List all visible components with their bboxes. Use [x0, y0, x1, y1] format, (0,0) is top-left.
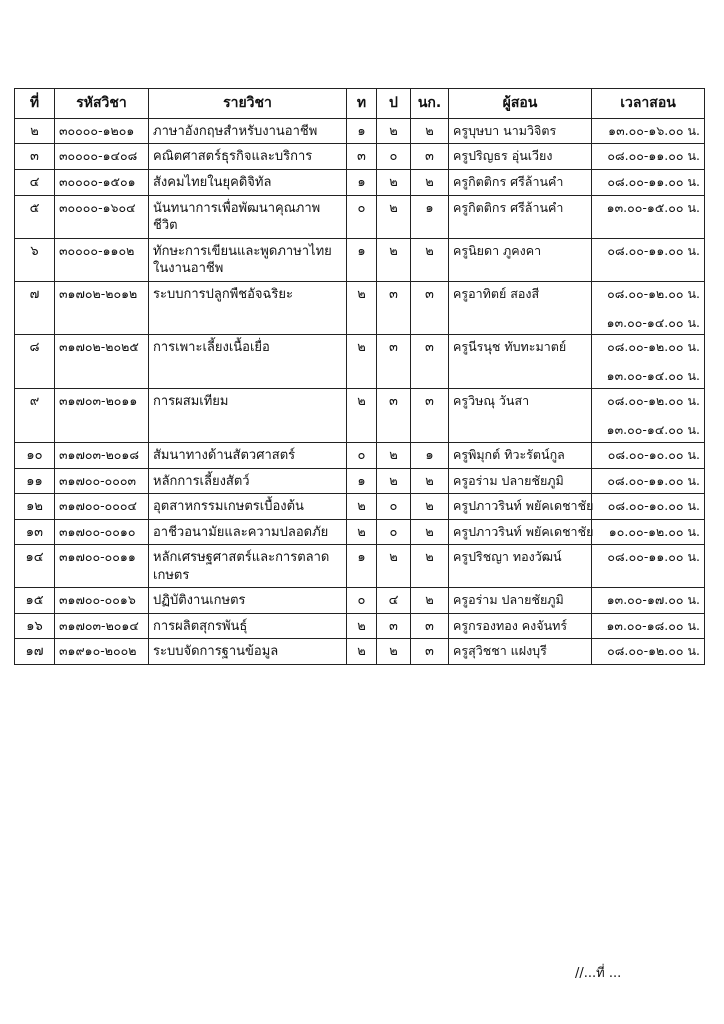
cell-credit: ๓	[411, 281, 449, 335]
cell-name: ทักษะการเขียนและพูดภาษาไทยในงานอาชีพ	[149, 238, 347, 281]
cell-credit: ๒	[411, 519, 449, 545]
time-slot: ๑๐.๐๐-๑๒.๐๐ น.	[608, 523, 700, 539]
cell-credit: ๑	[411, 442, 449, 468]
cell-time	[592, 118, 705, 144]
cell-teacher: ครูกิตติกร ศรีล้านคำ	[449, 169, 592, 195]
cell-credit: ๓	[411, 144, 449, 170]
cell-code: ๓๑๗๐๐-๐๐๑๐	[55, 519, 149, 545]
header-theory: ท	[347, 89, 377, 119]
cell-code: ๓๑๗๐๐-๐๐๑๖	[55, 588, 149, 614]
table-row	[15, 144, 705, 170]
cell-no: ๑๖	[15, 613, 55, 639]
time-slot: ๑๓.๐๐-๑๔.๐๐ น.	[606, 368, 700, 384]
cell-teacher: ครูอาทิตย์ สองสี	[449, 281, 592, 335]
page-continuation-note: //...ที่ ...	[575, 966, 622, 981]
cell-theory: ๒	[347, 281, 377, 335]
cell-teacher: ครูปริญธร อุ่นเวียง	[449, 144, 592, 170]
cell-teacher: ครูพิมุกต์ ทิวะรัตน์กูล	[449, 442, 592, 468]
cell-name: อาชีวอนามัยและความปลอดภัย	[149, 519, 347, 545]
cell-practice: ๒	[377, 169, 411, 195]
cell-credit: ๒	[411, 588, 449, 614]
cell-name: คณิตศาสตร์ธุรกิจและบริการ	[149, 144, 347, 170]
cell-credit: ๓	[411, 389, 449, 443]
course-schedule-table	[14, 88, 705, 665]
cell-no: ๙	[15, 389, 55, 443]
header-name: รายวิชา	[149, 89, 347, 119]
cell-code: ๓๑๗๐๐-๐๐๐๔	[55, 494, 149, 520]
cell-time	[592, 442, 705, 468]
cell-practice: ๐	[377, 494, 411, 520]
cell-teacher: ครูกรองทอง คงจันทร์	[449, 613, 592, 639]
cell-name: สังคมไทยในยุคดิจิทัล	[149, 169, 347, 195]
cell-theory: ๒	[347, 639, 377, 665]
time-slot: ๐๘.๐๐-๑๐.๐๐ น.	[607, 498, 700, 514]
cell-time	[592, 169, 705, 195]
cell-name: หลักเศรษฐศาสตร์และการตลาดเกษตร	[149, 545, 347, 588]
cell-code: ๓๐๐๐๐-๑๖๐๔	[55, 195, 149, 238]
cell-credit: ๓	[411, 335, 449, 389]
cell-practice: ๔	[377, 588, 411, 614]
cell-time	[592, 468, 705, 494]
cell-time	[592, 335, 705, 389]
cell-teacher: ครูอร่าม ปลายชัยภูมิ	[449, 588, 592, 614]
cell-time	[592, 494, 705, 520]
time-slot: ๐๘.๐๐-๑๑.๐๐ น.	[607, 173, 700, 189]
cell-time	[592, 144, 705, 170]
cell-no: ๑๐	[15, 442, 55, 468]
cell-theory: ๑	[347, 238, 377, 281]
cell-no: ๑๔	[15, 545, 55, 588]
table-row	[15, 639, 705, 665]
cell-code: ๓๑๗๐๓-๒๐๑๘	[55, 442, 149, 468]
cell-teacher: ครูสุวิชชา แฝงบุรี	[449, 639, 592, 665]
header-practice: ป	[377, 89, 411, 119]
table-row	[15, 335, 705, 389]
time-slot: ๐๘.๐๐-๑๒.๐๐ น.	[607, 393, 700, 409]
cell-no: ๘	[15, 335, 55, 389]
table-row	[15, 238, 705, 281]
cell-no: ๓	[15, 144, 55, 170]
cell-theory: ๒	[347, 335, 377, 389]
cell-name: ระบบจัดการฐานข้อมูล	[149, 639, 347, 665]
cell-code: ๓๑๗๐๐-๐๐๑๑	[55, 545, 149, 588]
header-teacher: ผู้สอน	[449, 89, 592, 119]
cell-code: ๓๑๙๑๐-๒๐๐๒	[55, 639, 149, 665]
table-row	[15, 468, 705, 494]
table-row	[15, 169, 705, 195]
time-slot: ๐๘.๐๐-๑๑.๐๐ น.	[607, 549, 700, 565]
cell-no: ๔	[15, 169, 55, 195]
table-header-row	[15, 89, 705, 119]
cell-practice: ๒	[377, 468, 411, 494]
cell-practice: ๐	[377, 144, 411, 170]
table-body	[15, 118, 705, 664]
cell-name: การผลิตสุกรพันธุ์	[149, 613, 347, 639]
time-slot: ๐๘.๐๐-๑๑.๐๐ น.	[607, 472, 700, 488]
table-row	[15, 442, 705, 468]
cell-time	[592, 639, 705, 665]
cell-name: ภาษาอังกฤษสำหรับงานอาชีพ	[149, 118, 347, 144]
cell-no: ๑๒	[15, 494, 55, 520]
table-row	[15, 494, 705, 520]
cell-no: ๑๗	[15, 639, 55, 665]
header-time: เวลาสอน	[592, 89, 705, 119]
cell-practice: ๒	[377, 195, 411, 238]
header-credit: นก.	[411, 89, 449, 119]
cell-credit: ๒	[411, 118, 449, 144]
cell-theory: ๐	[347, 442, 377, 468]
cell-name: อุตสาหกรรมเกษตรเบื้องต้น	[149, 494, 347, 520]
table-row	[15, 519, 705, 545]
header-no: ที่	[15, 89, 55, 119]
cell-practice: ๓	[377, 281, 411, 335]
time-slot: ๑๓.๐๐-๑๔.๐๐ น.	[606, 314, 700, 330]
table-row	[15, 281, 705, 335]
cell-theory: ๐	[347, 588, 377, 614]
cell-theory: ๓	[347, 144, 377, 170]
cell-name: การเพาะเลี้ยงเนื้อเยื่อ	[149, 335, 347, 389]
cell-theory: ๐	[347, 195, 377, 238]
cell-code: ๓๑๗๐๒-๒๐๒๕	[55, 335, 149, 389]
cell-teacher: ครูนีรนุช ทับทะมาตย์	[449, 335, 592, 389]
cell-theory: ๒	[347, 389, 377, 443]
cell-no: ๕	[15, 195, 55, 238]
time-slot: ๐๘.๐๐-๑๒.๐๐ น.	[607, 643, 700, 659]
cell-no: ๑๓	[15, 519, 55, 545]
cell-teacher: ครูกิตติกร ศรีล้านคำ	[449, 195, 592, 238]
cell-time	[592, 545, 705, 588]
time-slot: ๑๓.๐๐-๑๗.๐๐ น.	[606, 592, 700, 608]
cell-practice: ๒	[377, 545, 411, 588]
cell-theory: ๒	[347, 519, 377, 545]
cell-no: ๖	[15, 238, 55, 281]
table-row	[15, 613, 705, 639]
cell-name: ระบบการปลูกพืชอัจฉริยะ	[149, 281, 347, 335]
table-row	[15, 389, 705, 443]
cell-code: ๓๐๐๐๐-๑๕๐๑	[55, 169, 149, 195]
cell-code: ๓๑๗๐๓-๒๐๑๔	[55, 613, 149, 639]
cell-no: ๗	[15, 281, 55, 335]
cell-theory: ๑	[347, 545, 377, 588]
cell-teacher: ครูนิยดา ภูคงคา	[449, 238, 592, 281]
cell-theory: ๒	[347, 613, 377, 639]
cell-no: ๑๕	[15, 588, 55, 614]
time-slot: ๑๓.๐๐-๑๕.๐๐ น.	[606, 199, 700, 215]
cell-credit: ๒	[411, 545, 449, 588]
cell-credit: ๓	[411, 613, 449, 639]
cell-time	[592, 389, 705, 443]
table-row	[15, 545, 705, 588]
cell-name: นันทนาการเพื่อพัฒนาคุณภาพชีวิต	[149, 195, 347, 238]
cell-credit: ๒	[411, 169, 449, 195]
cell-practice: ๒	[377, 118, 411, 144]
cell-time	[592, 519, 705, 545]
header-code: รหัสวิชา	[55, 89, 149, 119]
cell-credit: ๓	[411, 639, 449, 665]
cell-time	[592, 588, 705, 614]
cell-practice: ๓	[377, 335, 411, 389]
time-slot: ๑๓.๐๐-๑๔.๐๐ น.	[606, 422, 700, 438]
cell-time	[592, 281, 705, 335]
cell-code: ๓๐๐๐๐-๑๒๐๑	[55, 118, 149, 144]
cell-practice: ๒	[377, 442, 411, 468]
cell-practice: ๐	[377, 519, 411, 545]
cell-time	[592, 613, 705, 639]
cell-no: ๒	[15, 118, 55, 144]
table-row	[15, 195, 705, 238]
cell-practice: ๒	[377, 238, 411, 281]
cell-teacher: ครูปภาวรินท์ พยัคเดชาชัย	[449, 519, 592, 545]
cell-no: ๑๑	[15, 468, 55, 494]
cell-teacher: ครูบุษบา นามวิจิตร	[449, 118, 592, 144]
cell-time	[592, 195, 705, 238]
time-slot: ๐๘.๐๐-๑๒.๐๐ น.	[607, 339, 700, 355]
cell-name: การผสมเทียม	[149, 389, 347, 443]
cell-name: หลักการเลี้ยงสัตว์	[149, 468, 347, 494]
cell-practice: ๓	[377, 389, 411, 443]
cell-teacher: ครูวิษณุ วันสา	[449, 389, 592, 443]
table-row	[15, 118, 705, 144]
cell-code: ๓๑๗๐๓-๒๐๑๑	[55, 389, 149, 443]
cell-name: สัมนาทางด้านสัตวศาสตร์	[149, 442, 347, 468]
schedule-sheet	[14, 88, 704, 665]
cell-credit: ๒	[411, 238, 449, 281]
cell-teacher: ครูปภาวรินท์ พยัคเดชาชัย	[449, 494, 592, 520]
cell-teacher: ครูอร่าม ปลายชัยภูมิ	[449, 468, 592, 494]
time-slot: ๑๓.๐๐-๑๘.๐๐ น.	[606, 617, 700, 633]
cell-practice: ๓	[377, 613, 411, 639]
time-slot: ๑๓.๐๐-๑๖.๐๐ น.	[608, 122, 700, 138]
time-slot: ๐๘.๐๐-๑๑.๐๐ น.	[607, 242, 700, 258]
cell-credit: ๒	[411, 494, 449, 520]
cell-credit: ๑	[411, 195, 449, 238]
cell-teacher: ครูปริชญา ทองวัฒน์	[449, 545, 592, 588]
cell-time	[592, 238, 705, 281]
cell-name: ปฏิบัติงานเกษตร	[149, 588, 347, 614]
cell-theory: ๑	[347, 118, 377, 144]
cell-theory: ๑	[347, 169, 377, 195]
cell-theory: ๒	[347, 494, 377, 520]
table-row	[15, 588, 705, 614]
time-slot: ๐๘.๐๐-๑๑.๐๐ น.	[607, 148, 700, 164]
cell-code: ๓๐๐๐๐-๑๑๐๒	[55, 238, 149, 281]
cell-theory: ๑	[347, 468, 377, 494]
cell-code: ๓๐๐๐๐-๑๔๐๘	[55, 144, 149, 170]
cell-practice: ๒	[377, 639, 411, 665]
cell-code: ๓๑๗๐๐-๐๐๐๓	[55, 468, 149, 494]
time-slot: ๐๘.๐๐-๑๒.๐๐ น.	[607, 285, 700, 301]
time-slot: ๐๘.๐๐-๑๐.๐๐ น.	[607, 446, 700, 462]
cell-code: ๓๑๗๐๒-๒๐๑๒	[55, 281, 149, 335]
cell-credit: ๒	[411, 468, 449, 494]
